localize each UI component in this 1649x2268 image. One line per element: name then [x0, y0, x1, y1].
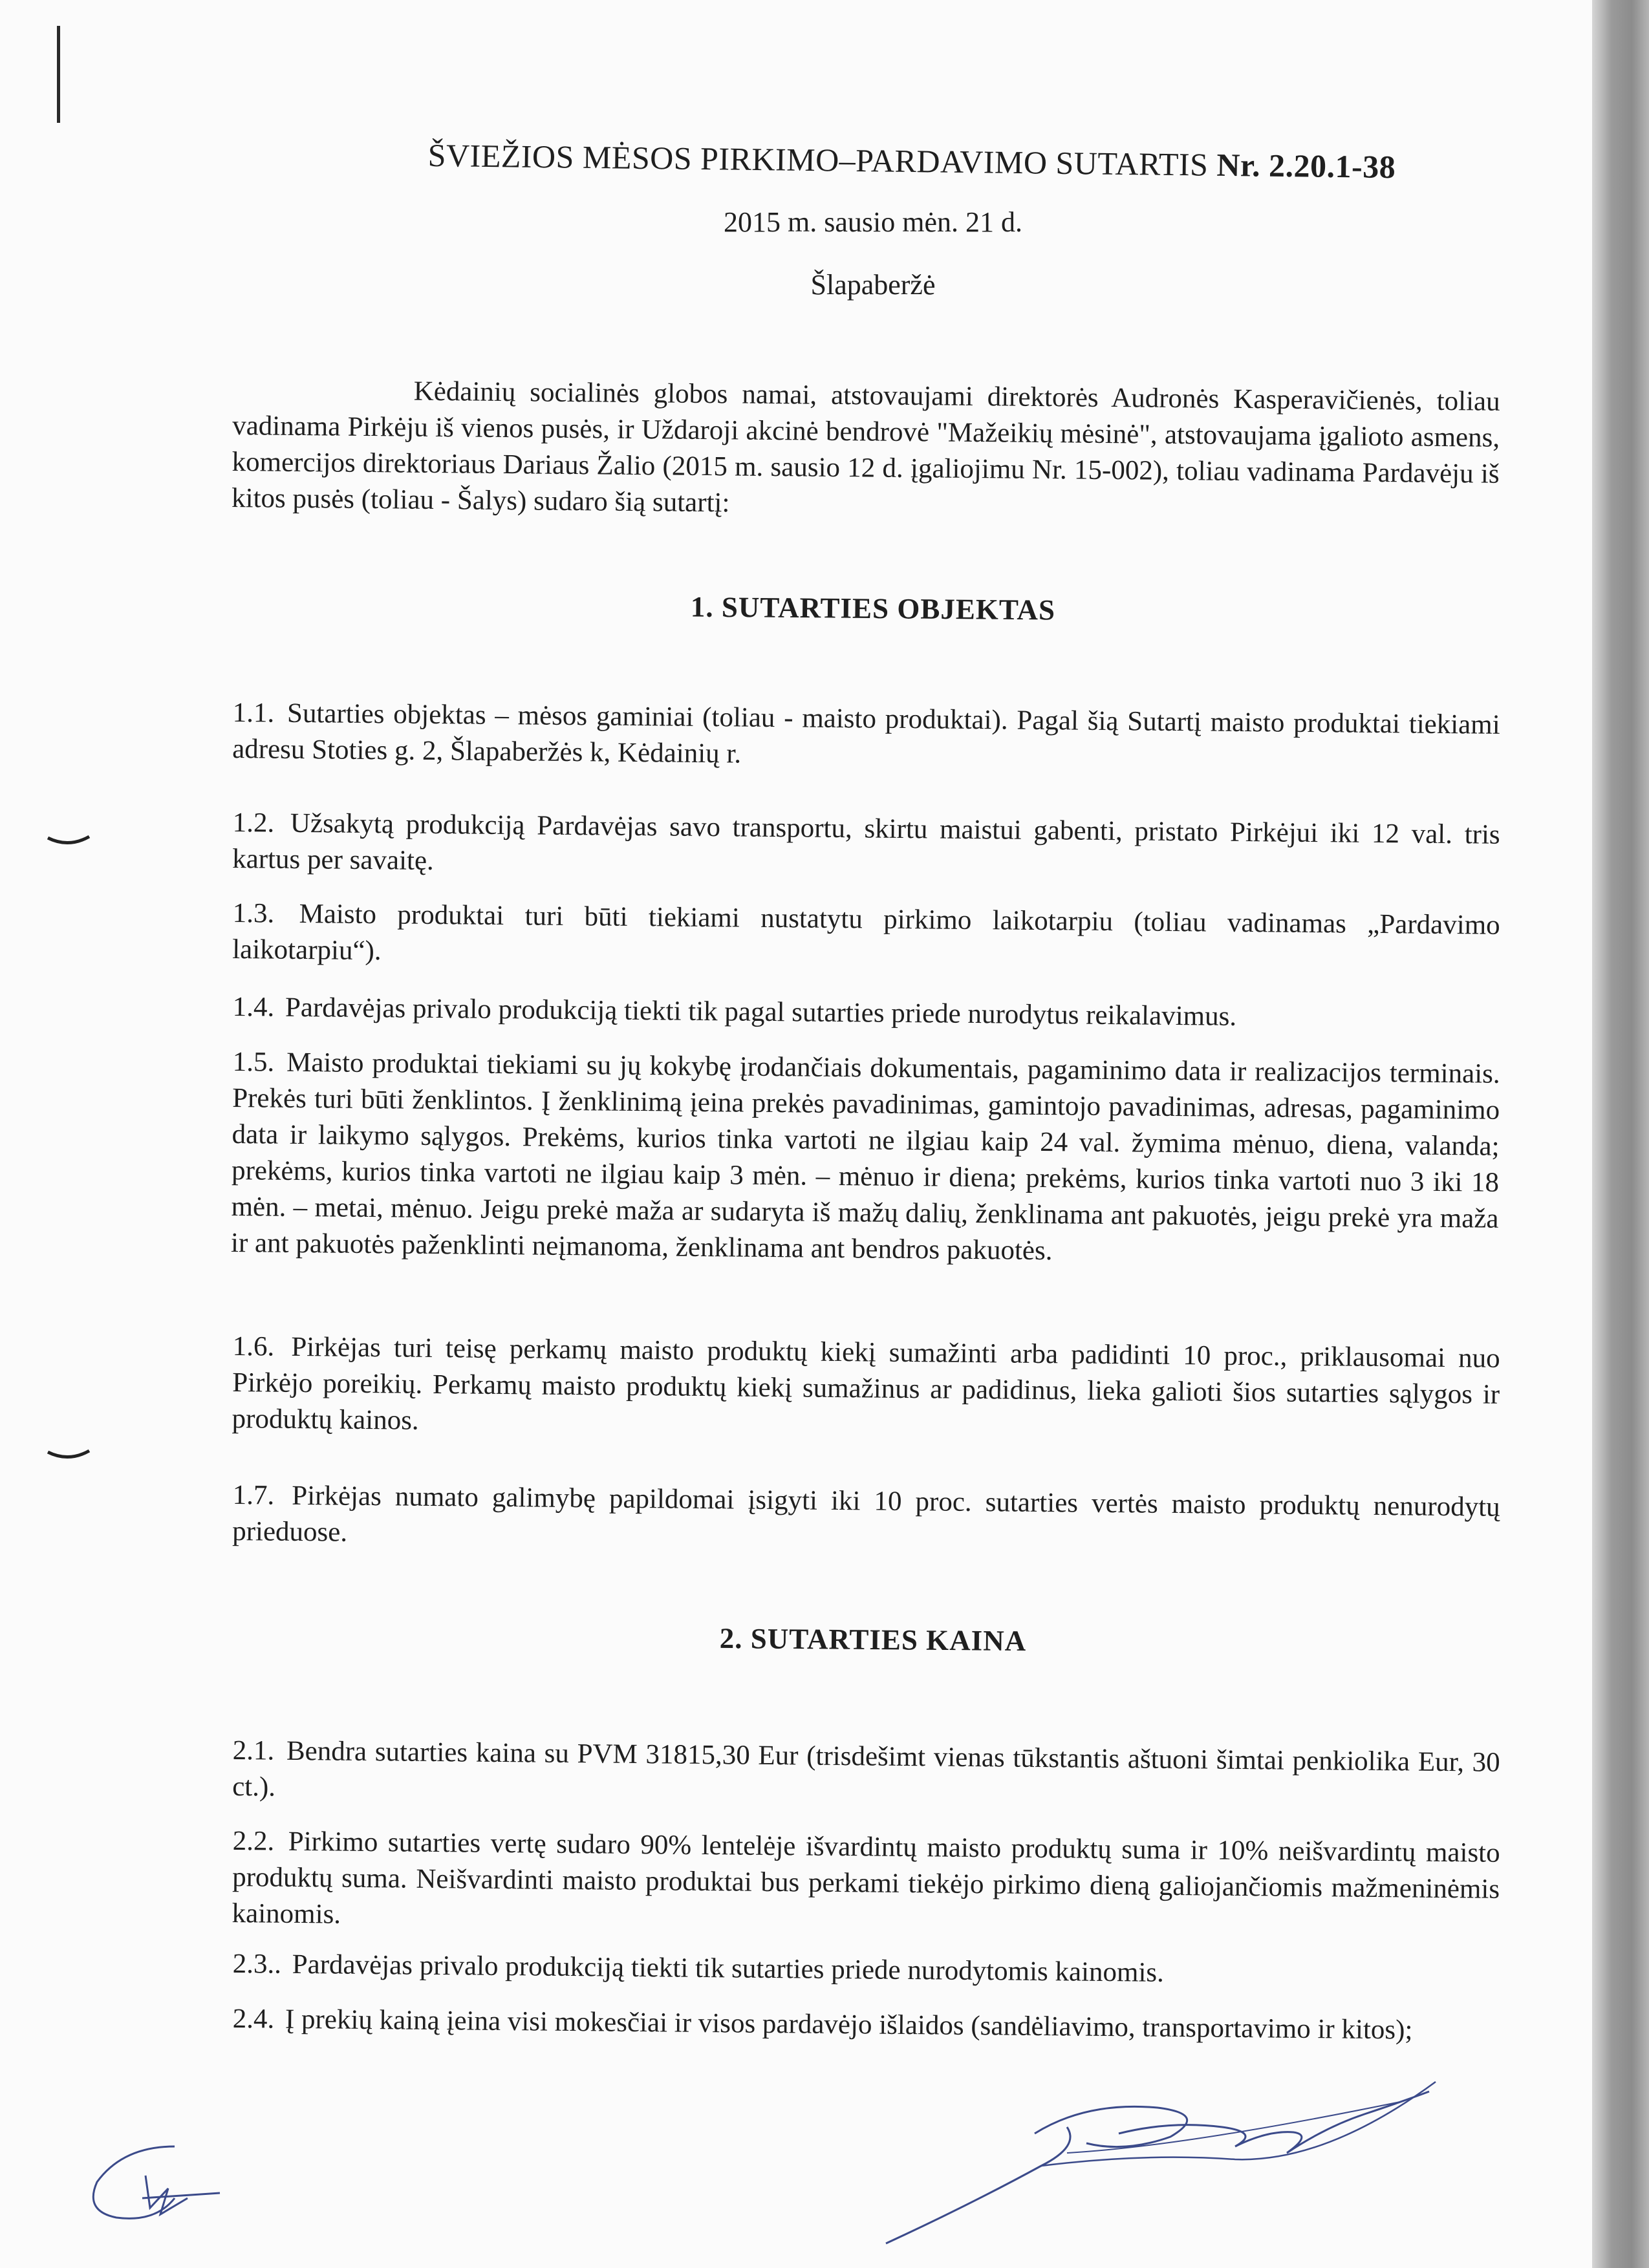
clause-1-4 [232, 989, 1500, 1038]
binding-hole-mark [45, 1448, 92, 1462]
clause-number: 1.5. [232, 1046, 275, 1078]
clause-number: 1.1. [232, 697, 275, 729]
clause-text: Maisto produktai turi būti tiekiami nustatytu pirkimo laikotarpiu (toliau vadinamas „Pardavimo laikotarpiu“). [232, 898, 1500, 967]
clause-number: 2.3.. [232, 1948, 282, 1980]
clause-text: Pardavėjas privalo produkciją tiekti tik pagal sutarties priede nurodytus reikalavimus. [285, 992, 1237, 1032]
title-text: ŠVIEŽIOS MĖSOS PIRKIMO–PARDAVIMO SUTARTIS [427, 136, 1217, 183]
clause-text: Sutarties objektas – mėsos gaminiai (toliau - maisto produktai). Pagal šią Sutartį maisto produktai tiekiami adresu Stoties g. 2, Šlapaberžės k, Kėdainių r. [232, 698, 1500, 769]
clause-number: 1.2. [232, 807, 275, 839]
clause-number: 2.1. [232, 1735, 275, 1766]
clause-number: 1.4. [232, 991, 275, 1023]
contract-place: Šlapaberžė [810, 269, 936, 301]
clause-number: 1.6. [232, 1331, 275, 1362]
clause-text: Į prekių kainą įeina visi mokesčiai ir visos pardavėjo išlaidos (sandėliavimo, transportavimo ir kitos); [285, 2004, 1413, 2046]
section-heading: 1. SUTARTIES OBJEKTAS [690, 590, 1056, 626]
clause-2-4 [232, 2001, 1500, 2049]
clause-text: Bendra sutarties kaina su PVM 31815,30 Eur (trisdešimt vienas tūkstantis aštuoni šimtai penkiolika Eur, 30 ct.). [232, 1735, 1500, 1803]
clause-2-1 [232, 1733, 1500, 1817]
clause-1-6 [232, 1329, 1500, 1450]
clause-2-3 [232, 1946, 1500, 1995]
clause-1-1 [232, 695, 1500, 780]
clause-1-7 [232, 1477, 1500, 1562]
clause-text: Pirkėjas numato galimybę papildomai įsigyti iki 10 proc. sutarties vertės maisto produktų nenurodytų prieduose. [232, 1480, 1500, 1548]
clause-text: Maisto produktai tiekiami su jų kokybę įrodančiais dokumentais, pagaminimo data ir realizacijos terminais. Prekės turi būti ženklintos. Į ženklinimą įeina prekės pavadinimas, gamintojo pavadinimas, adresas, pagaminimo data ir laikymo sąlygos. Prekėms, kurios tinka vartoti ne ilgiau kaip 24 val. žymima mėnuo, diena, valanda; prekėms, kurios tinka vartoti ne ilgiau kaip 3 mėn. – mėnuo ir diena; prekėms, kurios tinka vartoti nuo 3 iki 18 mėn. – metai, mėnuo. Jeigu prekė maža ar sudaryta iš mažų dalių, ženklinama ant pakuotės, jeigu prekė yra maža ir ant pakuotės paženklinti neįmanoma, ženklinama ant bendros pakuotės. [230, 1047, 1500, 1267]
binding-hole-mark [45, 834, 92, 848]
clause-text: Pardavėjas privalo produkciją tiekti tik sutarties priede nurodytomis kainomis. [292, 1949, 1165, 1988]
clause-1-5 [231, 1044, 1500, 1274]
scan-edge-shadow [1592, 0, 1649, 2268]
clause-2-2 [232, 1823, 1500, 1944]
intro-paragraph: Kėdainių socialinės globos namai, atstovaujami direktorės Audronės Kasperavičienės, toliau vadinama Pirkėju iš vienos pusės, ir Uždaroji akcinė bendrovė "Mažeikių mėsinė", atstovaujama įgalioto asmens, komercijos direktoriaus Dariaus Žalio (2015 m. sausio 12 d. įgaliojimu Nr. 15-002), toliau vadinama Pardavėju iš kitos pusės (toliau - Šalys) sudaro šią sutartį: [231, 376, 1500, 519]
handwritten-initials-icon [78, 2121, 246, 2243]
clause-number: 2.4. [232, 2003, 275, 2035]
document-title [369, 136, 1456, 187]
clause-number: 2.2. [232, 1825, 275, 1857]
clause-number: 1.3. [232, 897, 275, 929]
handwritten-signature-icon [873, 2056, 1442, 2263]
section-heading: 2. SUTARTIES KAINA [719, 1621, 1027, 1658]
clause-1-2 [232, 805, 1500, 890]
contract-number: Nr. 2.20.1-38 [1216, 146, 1396, 186]
clause-1-3 [232, 895, 1500, 980]
clause-text: Užsakytą produkciją Pardavėjas savo transportu, skirtu maistui gabenti, pristato Pirkėjui iki 12 val. tris kartus per savaitę. [232, 808, 1500, 876]
clause-number: 1.7. [232, 1479, 275, 1511]
clause-text: Pirkėjas turi teisę perkamų maisto produktų kiekį sumažinti arba padidinti 10 proc., priklausomai nuo Pirkėjo poreikių. Perkamų maisto produktų kiekį sumažinus ar padidinus, lieka galioti šios sutarties sąlygos ir produktų kainos. [232, 1331, 1500, 1436]
margin-mark [57, 26, 60, 123]
contract-date: 2015 m. sausio mėn. 21 d. [724, 206, 1022, 238]
clause-text: Pirkimo sutarties vertę sudaro 90% lentelėje išvardintų maisto produktų suma ir 10% neišvardintų maisto produktų suma. Neišvardinti maisto produktai bus perkami tiekėjo pirkimo dieną galiojančiomis mažmeninėmis kainomis. [232, 1826, 1500, 1930]
